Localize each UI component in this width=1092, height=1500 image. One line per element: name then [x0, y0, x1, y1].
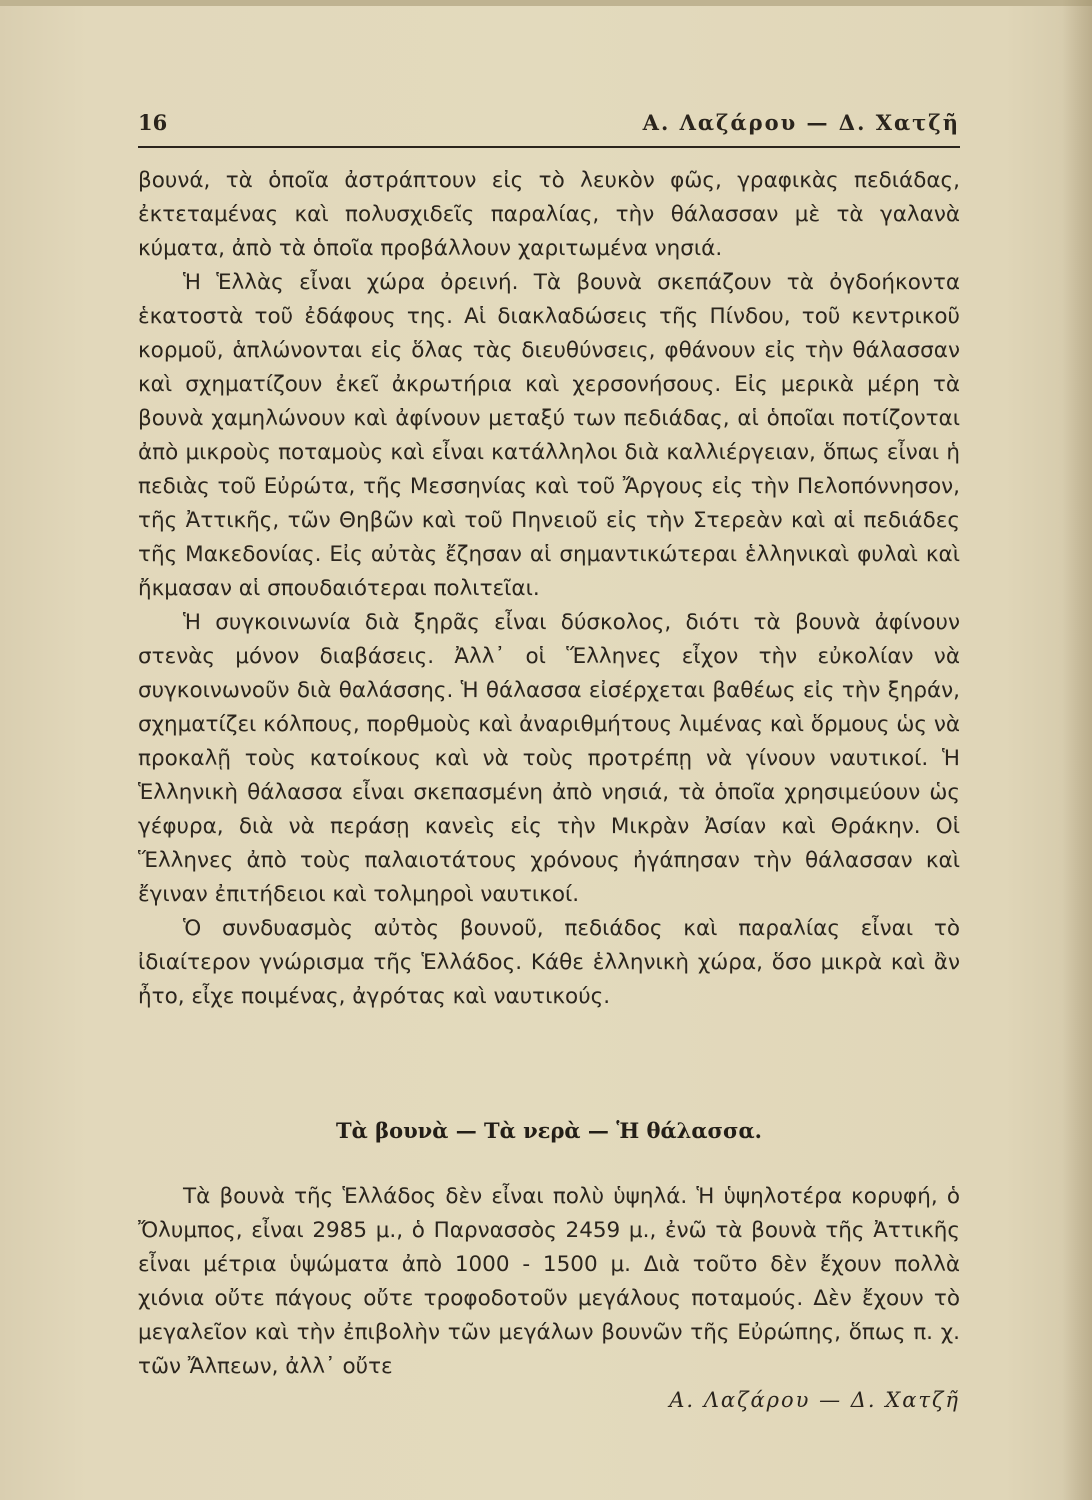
- page-number: 16: [138, 110, 168, 135]
- section-heading: Τὰ βουνὰ — Τὰ νερὰ — Ἡ θάλασσα.: [336, 1118, 762, 1143]
- paragraph: Ὁ συνδυασμὸς αὐτὸς βουνοῦ, πεδιάδος καὶ παραλίας εἶναι τὸ ἰδιαίτερον γνώρισμα τῆς Ἑλλάδος. Κάθε ἑλληνικὴ χώρα, ὅσο μικρὰ καὶ ἂν ἦτο, εἶχε ποιμένας, ἀγρότας καὶ ναυτικούς.: [138, 916, 960, 1009]
- running-head: Α. Λαζάρου — Δ. Χατζῆ: [642, 110, 960, 135]
- section-text: [138, 1180, 960, 1384]
- body-text: [138, 164, 960, 1014]
- page-top-edge: [0, 0, 1092, 6]
- paragraph: Τὰ βουνὰ τῆς Ἑλλάδος δὲν εἶναι πολὺ ὑψηλά. Ἡ ὑψηλοτέρα κορυφή, ὁ Ὄλυμπος, εἶναι 2985 μ., ὁ Παρνασσὸς 2459 μ., ἐνῶ τὰ βουνὰ τῆς Ἀττικῆς εἶναι μέτρια ὑψώματα ἀπὸ 1000 - 1500 μ. Διὰ τοῦτο δὲν ἔχουν πολλὰ χιόνια οὔτε πάγους οὔτε τροφοδοτοῦν μεγάλους ποταμούς. Δὲν ἔχουν τὸ μεγαλεῖον καὶ τὴν ἐπιβολὴν τῶν μεγάλων βουνῶν τῆς Εὐρώπης, ὅπως π. χ. τῶν Ἄλπεων, ἀλλ᾽ οὔτε: [138, 1184, 960, 1379]
- paragraph: Ἡ Ἑλλὰς εἶναι χώρα ὀρεινή. Τὰ βουνὰ σκεπάζουν τὰ ὀγδοήκοντα ἑκατοστὰ τοῦ ἐδάφους της. Αἱ διακλαδώσεις τῆς Πίνδου, τοῦ κεντρικοῦ κορμοῦ, ἁπλώνονται εἰς ὅλας τὰς διευθύνσεις, φθάνουν εἰς τὴν θάλασσαν καὶ σχηματίζουν ἐκεῖ ἀκρωτήρια καὶ χερσονήσους. Εἰς μερικὰ μέρη τὰ βουνὰ χαμηλώνουν καὶ ἀφίνουν μεταξύ των πεδιάδας, αἱ ὁποῖαι ποτίζονται ἀπὸ μικροὺς ποταμοὺς καὶ εἶναι κατάλληλοι διὰ καλλιέργειαν, ὅπως εἶναι ἡ πεδιὰς τοῦ Εὐρώτα, τῆς Μεσσηνίας καὶ τοῦ Ἄργους εἰς τὴν Πελοπόννησον, τῆς Ἀττικῆς, τῶν Θηβῶν καὶ τοῦ Πηνειοῦ εἰς τὴν Στερεὰν καὶ αἱ πεδιάδες τῆς Μακεδονίας. Εἰς αὐτὰς ἔζησαν αἱ σημαντικώτεραι ἑλληνικαὶ φυλαὶ καὶ ἤκμασαν αἱ σπουδαιότεραι πολιτεῖαι.: [138, 270, 960, 601]
- paragraph: Ἡ συγκοινωνία διὰ ξηρᾶς εἶναι δύσκολος, διότι τὰ βουνὰ ἀφίνουν στενὰς μόνον διαβάσεις. Ἀλλ᾽ οἱ Ἕλληνες εἶχον τὴν εὐκολίαν νὰ συγκοινωνοῦν διὰ θαλάσσης. Ἡ θάλασσα εἰσέρχεται βαθέως εἰς τὴν ξηράν, σχηματίζει κόλπους, πορθμοὺς καὶ ἀναριθμήτους λιμένας καὶ ὅρμους ὡς νὰ προκαλῇ τοὺς κατοίκους καὶ νὰ τοὺς προτρέπῃ νὰ γίνουν ναυτικοί. Ἡ Ἑλληνικὴ θάλασσα εἶναι σκεπασμένη ἀπὸ νησιά, τὰ ὁποῖα χρησιμεύουν ὡς γέφυρα, διὰ νὰ περάσῃ κανεὶς εἰς τὴν Μικρὰν Ἀσίαν καὶ Θράκην. Οἱ Ἕλληνες ἀπὸ τοὺς παλαιοτάτους χρόνους ἠγάπησαν τὴν θάλασσαν καὶ ἔγιναν ἐπιτήδειοι καὶ τολμηροὶ ναυτικοί.: [138, 610, 960, 907]
- page-binding-shadow: [1062, 0, 1092, 1500]
- footer-signature: Α. Λαζάρου — Δ. Χατζῆ: [669, 1388, 960, 1412]
- page-header: [138, 110, 960, 148]
- paragraph: βουνά, τὰ ὁποῖα ἀστράπτουν εἰς τὸ λευκὸν φῶς, γραφικὰς πεδιάδας, ἐκτεταμένας καὶ πολυσχιδεῖς παραλίας, τὴν θάλασσαν μὲ τὰ γαλανὰ κύματα, ἀπὸ τὰ ὁποῖα προβάλλουν χαριτωμένα νησιά.: [138, 168, 960, 261]
